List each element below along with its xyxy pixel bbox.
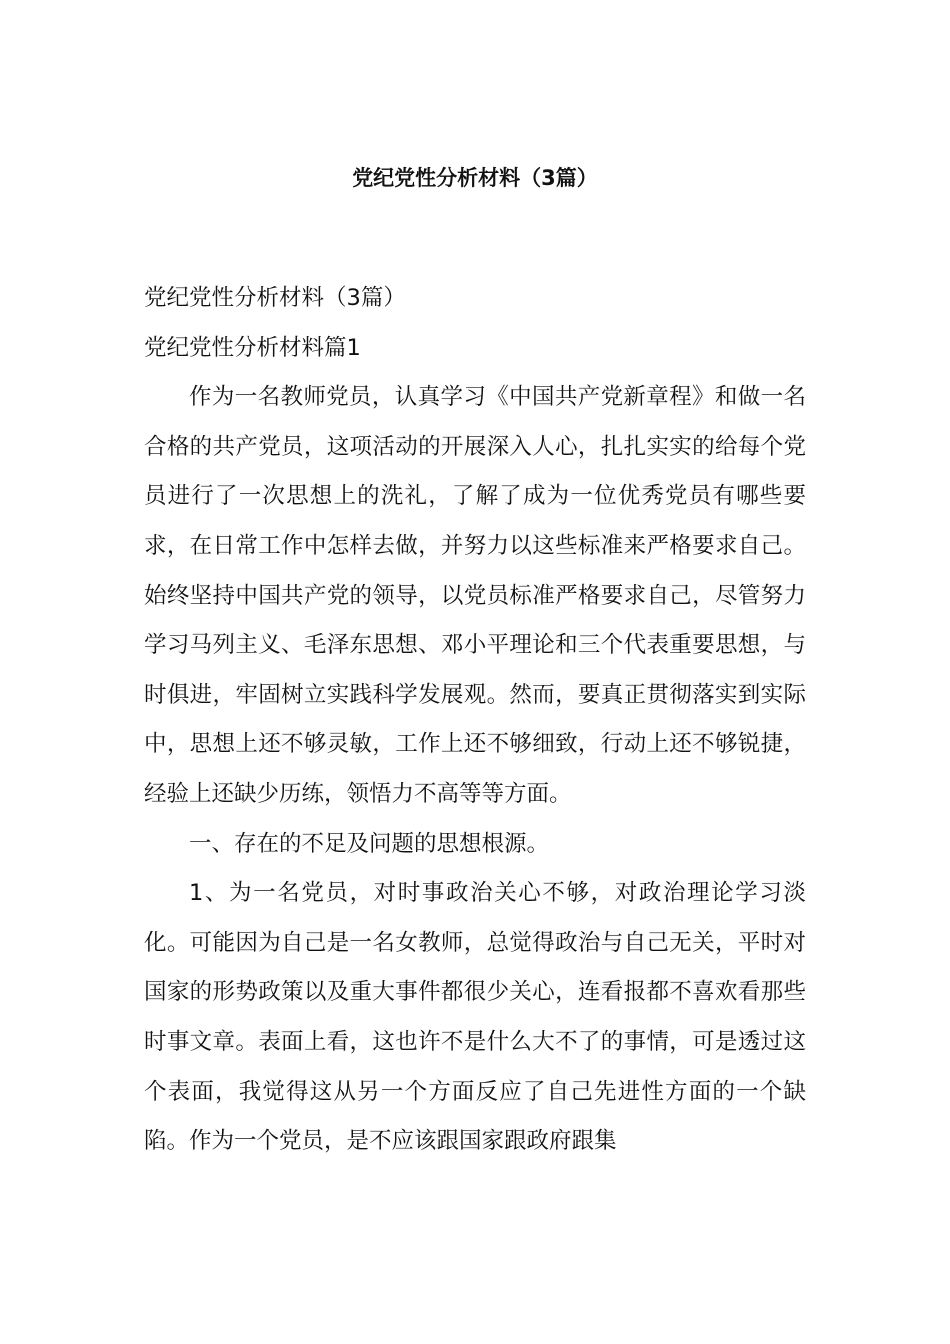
paragraph-point-1: 1、为一名党员，对时事政治关心不够，对政治理论学习淡化。可能因为自己是一名女教师，总觉得政治与自己无关，平时对国家的形势政策以及重大事件都很少关心，连看报都不喜欢看那些时事文章。表面上看，这也许不是什么大不了的事情，可是透过这个表面，我觉得这从另一个方面反应了自己先进性方面的一个缺陷。作为一个党员，是不应该跟国家跟政府跟集 (144, 880, 806, 1155)
document-subtitle: 党纪党性分析材料（3篇） (144, 285, 406, 311)
paragraph-intro: 作为一名教师党员，认真学习《中国共产党新章程》和做一名合格的共产党员，这项活动的开展深入人心，扎扎实实的给每个党员进行了一次思想上的洗礼，了解了成为一位优秀党员有哪些要求，在日常工作中怎样去做，并努力以这些标准来严格要求自己。始终坚持中国共产党的领导，以党员标准严格要求自己，尽管努力学习马列主义、毛泽东思想、邓小平理论和三个代表重要思想，与时俱进，牢固树立实践科学发展观。然而，要真正贯彻落实到实际中，思想上还不够灵敏，工作上还不够细致，行动上还不够锐捷，经验上还缺少历练，领悟力不高等等方面。 (144, 384, 806, 807)
paragraph-heading-shortcomings: 一、存在的不足及问题的思想根源。 (189, 830, 550, 857)
section-heading: 党纪党性分析材料篇1 (144, 334, 361, 361)
document-body (144, 274, 806, 1167)
document-title: 党纪党性分析材料（3篇） (352, 166, 598, 190)
